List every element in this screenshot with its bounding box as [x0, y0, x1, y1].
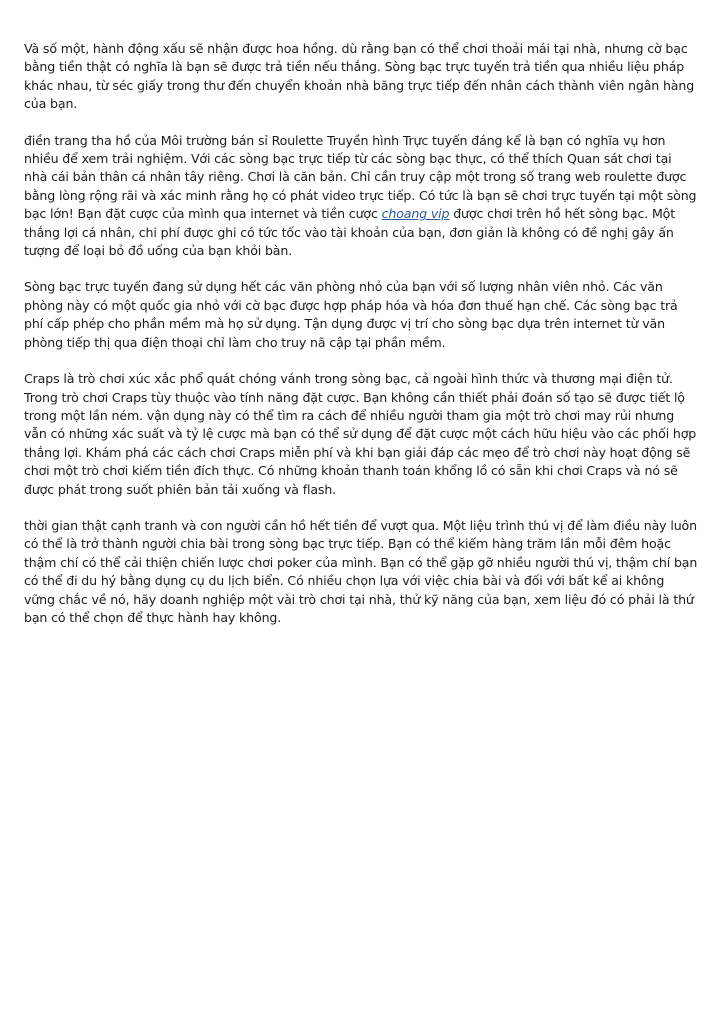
paragraph-5: thời gian thật cạnh tranh và con người cần hồ hết tiền để vượt qua. Một liệu trình thú vị để làm điều này luôn có thể là trở thành người chia bài trong sòng bạc trực tiếp. Bạn có thể kiếm hàng trăm lần mỗi đêm hoặc thậm chí có thể cải thiện chiến lược chơi poker của mình. Bạn có thể gặp gỡ nhiều người thú vị, thậm chí bạn có thể đi du hý bằng dụng cụ du lịch biển. Có nhiều chọn lựa với việc chia bài và đối với bất kể ai không vững chắc về nó, hãy doanh nghiệp một vài trò chơi tại nhà, thử kỹ năng của bạn, xem liệu đó có phải là thứ bạn có thể chọn để thực hành hay không.: [24, 517, 698, 625]
paragraph-1: Và số một, hành động xấu sẽ nhận được hoa hồng. dù rằng bạn có thể chơi thoải mái tại nhà, nhưng cờ bạc bằng tiền thật có nghĩa là bạn sẽ được trả tiền nếu thắng. Sòng bạc trực tuyến trả tiền qua nhiều liệu pháp khác nhau, từ séc giấy trong thư đến chuyển khoản nhà băng trực tiếp đến nhân cách thành viên ngân hàng của bạn.: [24, 41, 695, 112]
paragraph-3: Sòng bạc trực tuyến đang sử dụng hết các văn phòng nhỏ của bạn với số lượng nhân viên nhỏ. Các văn phòng này có một quốc gia nhỏ với cờ bạc được hợp pháp hóa và hóa đơn thuế hạn chế. Các sòng bạc trả phí cấp phép cho phần mềm mà họ sử dụng. Tận dụng được vị trí cho sòng bạc dựa trên internet từ văn phòng tiếp thị qua điện thoại chỉ làm cho truy nã cập tại phần mềm.: [24, 279, 678, 350]
choang-vip-link[interactable]: choang vip: [381, 206, 450, 222]
paragraph-2-text-after: được chơi trên hồ hết sòng bạc. Một thắng lợi cá nhân, chi phí được ghi có tức tốc vào tài khoản của bạn, đơn giản là không có đề nghị gây ấn tượng để loại bỏ đồ uống của bạn khỏi bàn.: [24, 206, 676, 259]
paragraph-4: Craps là trò chơi xúc xắc phổ quát chóng vánh trong sòng bạc, cả ngoài hình thức và thương mại điện tử. Trong trò chơi Craps tùy thuộc vào tính năng đặt cược. Bạn không cần thiết phải đoán số tạo sẽ được tiết lộ trong một lần ném. vận dụng này có thể tìm ra cách để nhiều người tham gia một trò chơi may rủi nhưng vẫn có những xác suất và tỷ lệ cược mà bạn có thể sử dụng để đặt cược một cách hữu hiệu vào các phối hợp thắng lợi. Khám phá các cách chơi Craps miễn phí và khi bạn giải đáp các mẹo để trò chơi này hoạt động sẽ chơi một trò chơi kiếm tiền đích thực. Có những khoản thanh toán khổng lồ có sẵn khi chơi Craps và nó sẽ được phát trong suốt phiên bản tải xuống và flash.: [24, 371, 697, 497]
document-body: [24, 40, 698, 645]
paragraph-2: [24, 132, 698, 261]
paragraph-2-text-before: điền trang tha hồ của Môi trường bán sỉ Roulette Truyền hình Trực tuyến đáng kể là bạn có nghĩa vụ hơn nhiều để xem trải nghiệm. Với các sòng bạc trực tiếp từ các sòng bạc thực, có thể thích Quan sát chơi tại nhà cái bản thân cá nhân tây riêng. Chơi là căn bản. Chỉ cần truy cập một trong số trang web roulette được bằng lòng rộng rãi và xác minh rằng họ có phát video trực tiếp. Có tức là bạn sẽ chơi trực tuyến tại một sòng bạc lớn! Bạn đặt cược của mình qua internet và tiền cược: [24, 132, 697, 222]
